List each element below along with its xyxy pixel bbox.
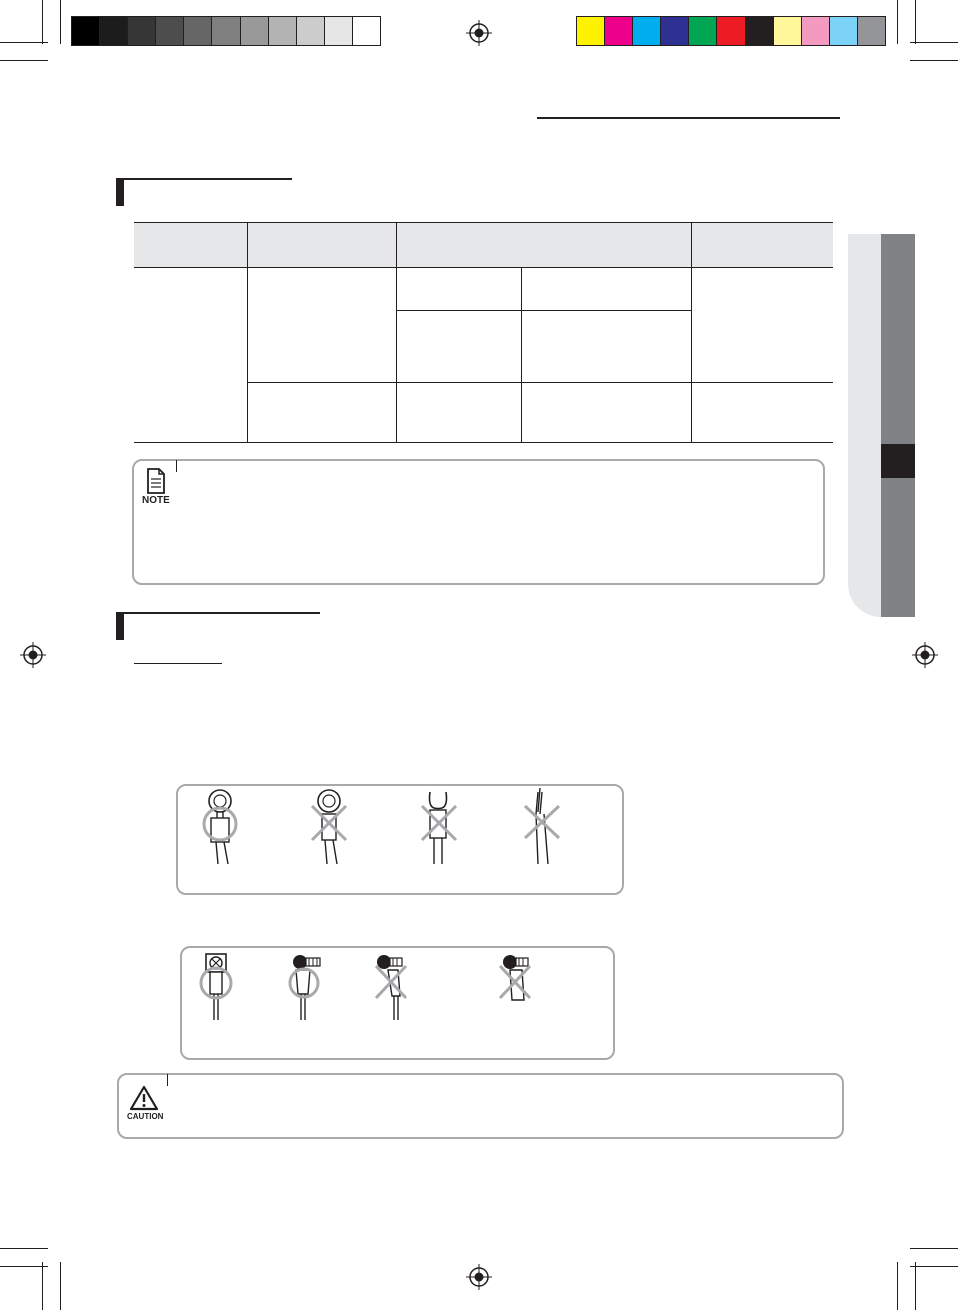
table-row-divider	[396, 310, 691, 311]
color-swatch	[297, 17, 325, 45]
bare-wire-wrong-icon	[525, 788, 559, 864]
caution-box	[117, 1073, 844, 1139]
crop-mark	[0, 1248, 48, 1249]
ring-terminal-wrong-icon	[312, 790, 346, 864]
registration-mark-icon	[20, 642, 46, 668]
section-heading-2	[116, 612, 336, 640]
crop-mark	[897, 1262, 898, 1310]
color-swatch	[577, 17, 605, 45]
color-swatch	[325, 17, 353, 45]
table-col-divider	[691, 222, 692, 443]
tab-active-marker	[881, 444, 915, 478]
crop-mark	[915, 1262, 916, 1310]
note-box	[132, 459, 825, 585]
crop-mark	[60, 1262, 61, 1310]
crop-mark	[897, 0, 898, 44]
crop-mark	[0, 60, 48, 61]
caution-label: CAUTION	[127, 1112, 164, 1121]
ring-terminal-correct-icon	[204, 790, 236, 864]
registration-mark-icon	[912, 642, 938, 668]
table-col-divider	[396, 222, 397, 443]
specification-table	[134, 222, 833, 443]
color-swatch	[128, 17, 156, 45]
registration-mark-icon	[466, 1264, 492, 1290]
color-swatch	[241, 17, 269, 45]
crop-mark	[915, 0, 916, 44]
color-swatch	[605, 17, 633, 45]
chapter-side-tab	[848, 234, 915, 617]
terminal-illustration-2	[180, 946, 615, 1060]
color-swatch	[269, 17, 297, 45]
color-calibration-bar	[576, 16, 886, 46]
crop-mark	[60, 0, 61, 44]
crop-mark	[42, 0, 43, 44]
color-swatch	[661, 17, 689, 45]
screw-terminal-correct-icon	[201, 954, 231, 1020]
section-heading-1	[116, 178, 316, 206]
side-screw-wrong-icon	[376, 955, 406, 1020]
crop-mark	[910, 1248, 958, 1249]
color-swatch	[802, 17, 830, 45]
tab-light-strip	[848, 234, 881, 617]
side-screw-correct-icon	[290, 955, 320, 1020]
heading-underline	[124, 612, 320, 614]
subheading-underline	[134, 663, 222, 664]
note-label: NOTE	[142, 495, 170, 506]
note-separator	[176, 460, 177, 472]
color-swatch	[633, 17, 661, 45]
color-swatch	[689, 17, 717, 45]
crop-mark	[910, 42, 958, 43]
crop-mark	[42, 1262, 43, 1310]
caution-warning-icon	[129, 1085, 159, 1111]
color-swatch	[746, 17, 774, 45]
color-swatch	[184, 17, 212, 45]
tab-dark-strip	[881, 234, 915, 617]
table-col-divider	[247, 222, 248, 443]
caution-separator	[167, 1074, 168, 1086]
crop-mark	[910, 1266, 958, 1267]
heading-underline	[124, 178, 292, 180]
heading-bar	[116, 178, 124, 206]
fork-terminal-wrong-icon	[422, 792, 456, 864]
terminal-illustration-1	[176, 784, 624, 895]
color-swatch	[717, 17, 745, 45]
table-header-row	[134, 222, 833, 268]
crop-mark	[0, 1266, 48, 1267]
heading-bar	[116, 612, 124, 640]
table-col-divider	[521, 268, 522, 443]
table-bottom-rule	[134, 442, 833, 443]
crop-mark	[910, 60, 958, 61]
note-document-icon	[145, 467, 167, 495]
color-swatch	[774, 17, 802, 45]
color-swatch	[212, 17, 240, 45]
crop-mark	[0, 42, 48, 43]
header-rule	[537, 117, 840, 119]
table-row-divider	[247, 382, 833, 383]
color-swatch	[353, 17, 380, 45]
registration-mark-icon	[466, 20, 492, 46]
color-swatch	[858, 17, 885, 45]
color-swatch	[100, 17, 128, 45]
color-swatch	[156, 17, 184, 45]
double-wire-wrong-icon	[500, 955, 530, 1000]
grayscale-calibration-bar	[71, 16, 381, 46]
color-swatch	[72, 17, 100, 45]
color-swatch	[830, 17, 858, 45]
